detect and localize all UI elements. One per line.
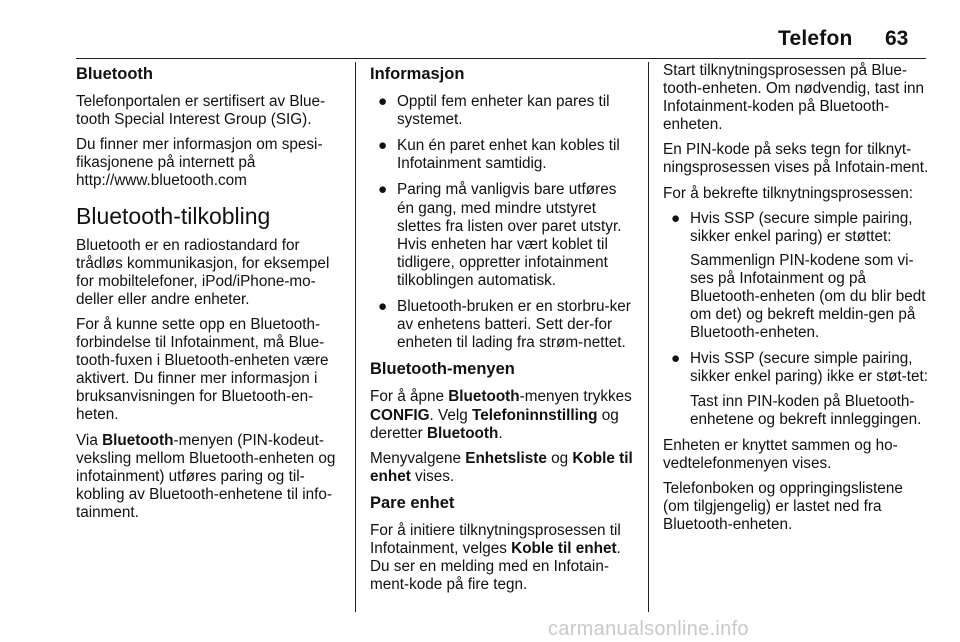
- bold-text: Bluetooth: [448, 388, 520, 406]
- bold-text: Koble til enhet: [511, 540, 617, 558]
- list-item-text: Paring må vanligvis bare utføres én gang, med mindre utstyret slettes fra listen over paret utstyr. Hvis enheten har vært koblet til tidligere, oppretter infotainment tilkoblingen automatisk.: [397, 181, 622, 289]
- text: og: [546, 449, 573, 467]
- list-item-subtext: Sammenlign PIN-kodene som vi-ses på Infotainment og på Bluetooth-enheten (om du blir bedt om det) og bekreft meldin-gen på Bluetooth-enheten.: [690, 251, 926, 342]
- column-3: [663, 62, 929, 541]
- watermark: carmanualsonline.info: [548, 618, 749, 640]
- list-item-text: Hvis SSP (secure simple pairing, sikker enkel paring) er støttet:: [690, 209, 913, 245]
- bold-text: Enhetsliste: [465, 449, 547, 467]
- paragraph-via-menu: [76, 432, 342, 522]
- section-title: Telefon: [778, 27, 853, 50]
- paragraph-connected: Enheten er knyttet sammen og ho-vedtelefonmenyen vises.: [663, 436, 898, 472]
- bullet-icon: ●: [378, 298, 388, 316]
- text: Menyvalgene: [370, 449, 466, 467]
- bold-text: Bluetooth: [102, 431, 174, 449]
- list-item-text: Opptil fem enheter kan pares til systemet.: [397, 93, 610, 129]
- paragraph-phonebook: Telefonboken og oppringingslistene (om tilgjengelig) er lastet ned fra Bluetooth-enheten.: [663, 479, 903, 534]
- list-item: [370, 181, 636, 290]
- list-item: [663, 350, 929, 428]
- bullet-icon: ●: [378, 137, 388, 155]
- paragraph-menu-options: [370, 450, 636, 486]
- ssp-list: [663, 210, 929, 429]
- text: Du ser en melding med en Infotain-ment-kode på fire tegn.: [370, 558, 609, 594]
- list-item-text: Hvis SSP (secure simple pairing, sikker enkel paring) ikke er støt-tet:: [690, 350, 929, 386]
- text: -menyen (PIN-kodeut-veksling mellom Bluetooth-enheten og infotainment) utføres paring og til-kobling av Bluetooth-enhetene til info-tainment.: [76, 431, 336, 521]
- heading-informasjon: Informasjon: [370, 65, 465, 83]
- column-divider-2: [648, 62, 649, 612]
- list-item: [370, 137, 636, 173]
- paragraph-radiostandard: Bluetooth er en radiostandard for trådløs kommunikasjon, for eksempel for mobiltelefoner, iPod/iPhone-mo-deller eller andre enheter.: [76, 236, 330, 308]
- info-list: [370, 93, 636, 352]
- heading-pare-enhet: Pare enhet: [370, 493, 455, 512]
- text: Via: [76, 431, 103, 449]
- list-item: [370, 298, 636, 352]
- list-item-text: Kun én paret enhet kan kobles til Infotainment samtidig.: [397, 137, 620, 173]
- text: -menyen trykkes: [519, 388, 632, 406]
- header-rule: [76, 58, 926, 59]
- list-item-subtext: Tast inn PIN-koden på Bluetooth-enhetene og bekreft innleggingen.: [690, 392, 922, 428]
- heading-bluetooth-tilkobling: Bluetooth-tilkobling: [76, 202, 271, 229]
- column-2: [370, 62, 636, 601]
- paragraph-setup: For å kunne sette opp en Bluetooth-forbindelse til Infotainment, må Blue-tooth-fuxen i Bluetooth-enheten være aktivert. Du finner mer informasjon i bruksanvisningen for Bluetooth-en-heten.: [76, 315, 329, 424]
- bold-text: CONFIG: [370, 406, 430, 424]
- paragraph-sig: Telefonportalen er sertifisert av Blue-tooth Special Interest Group (SIG).: [76, 93, 326, 129]
- text: . Velg: [429, 406, 473, 424]
- paragraph-confirm: For å bekrefte tilknytningsprosessen:: [663, 184, 913, 202]
- heading-bluetooth: Bluetooth: [76, 65, 153, 83]
- paragraph-initiate-pairing: [370, 522, 636, 594]
- bullet-icon: ●: [378, 181, 388, 199]
- bold-text: Bluetooth: [426, 424, 499, 442]
- text: og deretter: [370, 406, 619, 442]
- paragraph-start-pairing: Start tilknytningsprosessen på Blue-tooth-enheten. Om nødvendig, tast inn Infotainment-koden på Bluetooth-enheten.: [663, 62, 925, 134]
- heading-bluetooth-menyen: Bluetooth-menyen: [370, 360, 515, 379]
- text: For å åpne: [370, 388, 449, 406]
- bold-text: Koble til enhet: [370, 449, 633, 485]
- list-item: [663, 210, 929, 343]
- paragraph-pin-code: En PIN-kode på seks tegn for tilknyt-ningsprosessen vises på Infotain-ment.: [663, 141, 929, 177]
- paragraph-open-menu: [370, 388, 636, 442]
- text: .: [616, 540, 621, 558]
- list-item: [370, 93, 636, 129]
- bullet-icon: ●: [378, 93, 388, 111]
- list-item-text: Bluetooth-bruken er en storbru-ker av enhetens batteri. Sett der-for enheten til lading fra strøm-nettet.: [397, 298, 631, 352]
- column-divider-1: [355, 62, 356, 612]
- bold-text: Telefoninnstilling: [472, 406, 598, 424]
- text: For å initiere tilknytningsprosessen til Infotainment, velges: [370, 521, 621, 558]
- page-header: [0, 0, 960, 62]
- paragraph-more-info: Du finner mer informasjon om spesi-fikasjonene på internett på http://www.bluetooth.com: [76, 136, 323, 190]
- text: vises.: [410, 467, 455, 485]
- column-1: [76, 62, 342, 529]
- bullet-icon: ●: [671, 350, 681, 368]
- page-number: 63: [885, 27, 909, 50]
- bullet-icon: ●: [671, 209, 681, 227]
- text: .: [498, 424, 503, 442]
